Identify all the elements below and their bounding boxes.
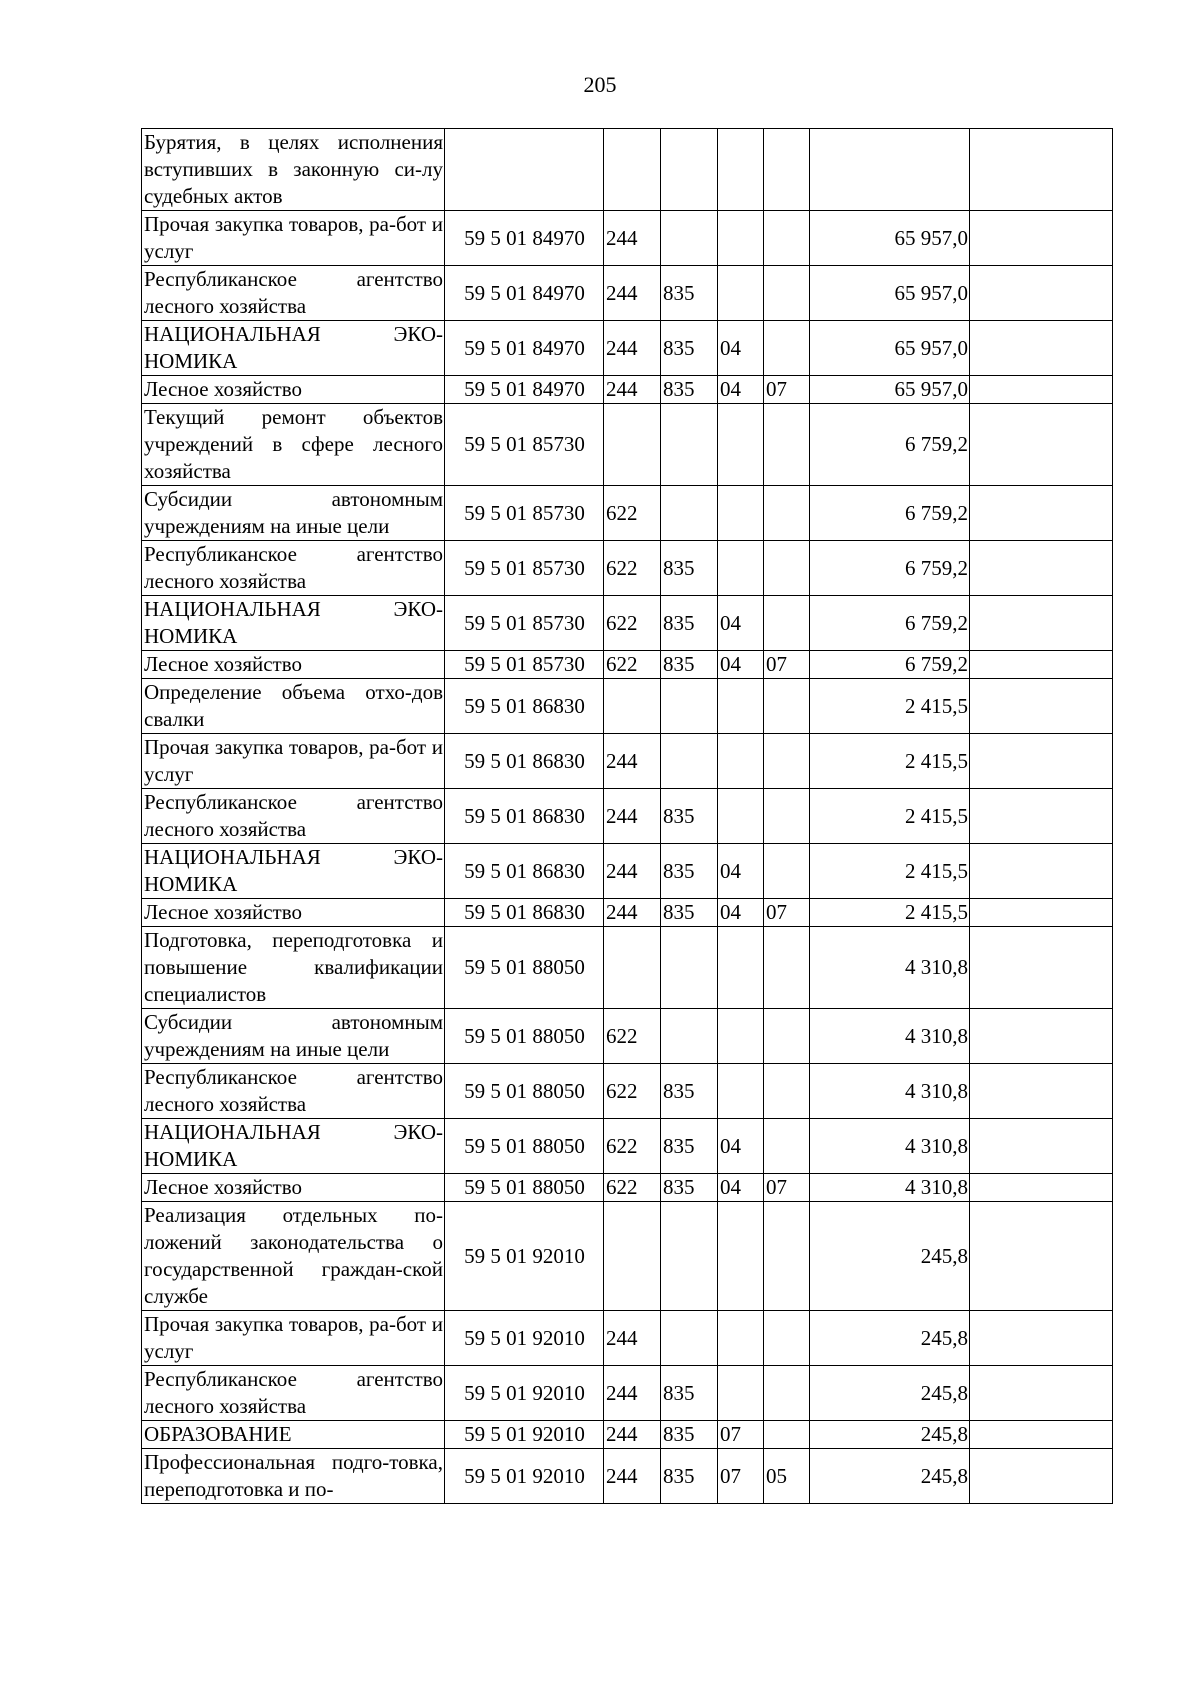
row-name-cell: НАЦИОНАЛЬНАЯ ЭКО-НОМИКА bbox=[142, 844, 445, 899]
section-code-cell: 07 bbox=[718, 1449, 764, 1504]
expense-type-cell bbox=[604, 1202, 661, 1311]
amount-cell: 65 957,0 bbox=[810, 211, 970, 266]
target-article-code-cell: 59 5 01 85730 bbox=[445, 486, 604, 541]
expense-type-cell: 622 bbox=[604, 1119, 661, 1174]
row-name-cell: Прочая закупка товаров, ра-бот и услуг bbox=[142, 211, 445, 266]
section-code-cell: 04 bbox=[718, 1174, 764, 1202]
subsection-code-cell bbox=[764, 844, 810, 899]
expense-type-cell: 244 bbox=[604, 211, 661, 266]
blank-cell bbox=[970, 1311, 1113, 1366]
subsection-code-cell bbox=[764, 1421, 810, 1449]
target-article-code-cell: 59 5 01 85730 bbox=[445, 541, 604, 596]
section-code-cell bbox=[718, 404, 764, 486]
expense-type-cell: 622 bbox=[604, 1174, 661, 1202]
blank-cell bbox=[970, 321, 1113, 376]
section-code-cell bbox=[718, 129, 764, 211]
table-body bbox=[142, 129, 1113, 1504]
administrator-code-cell: 835 bbox=[661, 596, 718, 651]
blank-cell bbox=[970, 1009, 1113, 1064]
section-code-cell bbox=[718, 1009, 764, 1064]
subsection-code-cell bbox=[764, 1366, 810, 1421]
administrator-code-cell bbox=[661, 211, 718, 266]
amount-cell: 4 310,8 bbox=[810, 1119, 970, 1174]
table-row bbox=[142, 899, 1113, 927]
table-row bbox=[142, 789, 1113, 844]
expense-type-cell: 244 bbox=[604, 1311, 661, 1366]
table-row bbox=[142, 129, 1113, 211]
row-name-cell: Подготовка, переподготовка и повышение квалификации специалистов bbox=[142, 927, 445, 1009]
table-row bbox=[142, 266, 1113, 321]
subsection-code-cell bbox=[764, 927, 810, 1009]
table-row bbox=[142, 376, 1113, 404]
blank-cell bbox=[970, 211, 1113, 266]
amount-cell: 6 759,2 bbox=[810, 404, 970, 486]
table-row bbox=[142, 679, 1113, 734]
subsection-code-cell bbox=[764, 1202, 810, 1311]
expense-type-cell: 244 bbox=[604, 789, 661, 844]
section-code-cell: 04 bbox=[718, 844, 764, 899]
row-name-cell: Прочая закупка товаров, ра-бот и услуг bbox=[142, 734, 445, 789]
administrator-code-cell bbox=[661, 404, 718, 486]
expense-type-cell: 244 bbox=[604, 1449, 661, 1504]
blank-cell bbox=[970, 789, 1113, 844]
row-name-cell: Определение объема отхо-дов свалки bbox=[142, 679, 445, 734]
blank-cell bbox=[970, 734, 1113, 789]
target-article-code-cell: 59 5 01 88050 bbox=[445, 1174, 604, 1202]
subsection-code-cell bbox=[764, 321, 810, 376]
row-name-cell: Прочая закупка товаров, ра-бот и услуг bbox=[142, 1311, 445, 1366]
administrator-code-cell: 835 bbox=[661, 844, 718, 899]
blank-cell bbox=[970, 541, 1113, 596]
blank-cell bbox=[970, 1449, 1113, 1504]
blank-cell bbox=[970, 1064, 1113, 1119]
subsection-code-cell bbox=[764, 1311, 810, 1366]
expense-type-cell: 622 bbox=[604, 1064, 661, 1119]
blank-cell bbox=[970, 679, 1113, 734]
row-name-cell: НАЦИОНАЛЬНАЯ ЭКО-НОМИКА bbox=[142, 321, 445, 376]
table-row bbox=[142, 1119, 1113, 1174]
table-row bbox=[142, 486, 1113, 541]
amount-cell: 245,8 bbox=[810, 1449, 970, 1504]
administrator-code-cell: 835 bbox=[661, 1366, 718, 1421]
table-row bbox=[142, 1311, 1113, 1366]
amount-cell: 65 957,0 bbox=[810, 321, 970, 376]
expense-type-cell: 244 bbox=[604, 1366, 661, 1421]
blank-cell bbox=[970, 596, 1113, 651]
section-code-cell: 04 bbox=[718, 651, 764, 679]
subsection-code-cell: 05 bbox=[764, 1449, 810, 1504]
section-code-cell bbox=[718, 1311, 764, 1366]
subsection-code-cell: 07 bbox=[764, 1174, 810, 1202]
budget-table bbox=[141, 128, 1113, 1504]
expense-type-cell: 244 bbox=[604, 899, 661, 927]
blank-cell bbox=[970, 927, 1113, 1009]
table-row bbox=[142, 927, 1113, 1009]
table-row bbox=[142, 1064, 1113, 1119]
section-code-cell bbox=[718, 211, 764, 266]
administrator-code-cell: 835 bbox=[661, 1421, 718, 1449]
row-name-cell: Лесное хозяйство bbox=[142, 1174, 445, 1202]
target-article-code-cell: 59 5 01 84970 bbox=[445, 211, 604, 266]
target-article-code-cell: 59 5 01 86830 bbox=[445, 844, 604, 899]
amount-cell: 2 415,5 bbox=[810, 734, 970, 789]
expense-type-cell: 622 bbox=[604, 541, 661, 596]
target-article-code-cell: 59 5 01 86830 bbox=[445, 679, 604, 734]
table-row bbox=[142, 211, 1113, 266]
administrator-code-cell: 835 bbox=[661, 651, 718, 679]
blank-cell bbox=[970, 1119, 1113, 1174]
table-row bbox=[142, 734, 1113, 789]
administrator-code-cell bbox=[661, 1009, 718, 1064]
administrator-code-cell: 835 bbox=[661, 1064, 718, 1119]
administrator-code-cell bbox=[661, 129, 718, 211]
subsection-code-cell bbox=[764, 211, 810, 266]
row-name-cell: Профессиональная подго-товка, переподготовка и по- bbox=[142, 1449, 445, 1504]
section-code-cell: 04 bbox=[718, 1119, 764, 1174]
amount-cell: 2 415,5 bbox=[810, 844, 970, 899]
table-row bbox=[142, 1202, 1113, 1311]
amount-cell: 6 759,2 bbox=[810, 486, 970, 541]
expense-type-cell: 244 bbox=[604, 266, 661, 321]
amount-cell: 4 310,8 bbox=[810, 1009, 970, 1064]
administrator-code-cell: 835 bbox=[661, 266, 718, 321]
administrator-code-cell bbox=[661, 927, 718, 1009]
target-article-code-cell: 59 5 01 84970 bbox=[445, 376, 604, 404]
blank-cell bbox=[970, 376, 1113, 404]
expense-type-cell: 622 bbox=[604, 1009, 661, 1064]
table-row bbox=[142, 651, 1113, 679]
section-code-cell bbox=[718, 734, 764, 789]
section-code-cell bbox=[718, 266, 764, 321]
subsection-code-cell bbox=[764, 486, 810, 541]
target-article-code-cell: 59 5 01 88050 bbox=[445, 927, 604, 1009]
row-name-cell: Республиканское агентство лесного хозяйства bbox=[142, 541, 445, 596]
target-article-code-cell: 59 5 01 92010 bbox=[445, 1449, 604, 1504]
administrator-code-cell: 835 bbox=[661, 541, 718, 596]
section-code-cell bbox=[718, 789, 764, 844]
target-article-code-cell: 59 5 01 88050 bbox=[445, 1119, 604, 1174]
section-code-cell: 04 bbox=[718, 899, 764, 927]
administrator-code-cell: 835 bbox=[661, 1449, 718, 1504]
table-row bbox=[142, 596, 1113, 651]
subsection-code-cell: 07 bbox=[764, 376, 810, 404]
section-code-cell: 04 bbox=[718, 596, 764, 651]
row-name-cell: Лесное хозяйство bbox=[142, 651, 445, 679]
target-article-code-cell: 59 5 01 85730 bbox=[445, 596, 604, 651]
table-row bbox=[142, 844, 1113, 899]
row-name-cell: Бурятия, в целях исполнения вступивших в законную си-лу судебных актов bbox=[142, 129, 445, 211]
page-number: 205 bbox=[583, 72, 617, 97]
target-article-code-cell: 59 5 01 86830 bbox=[445, 734, 604, 789]
expense-type-cell bbox=[604, 679, 661, 734]
table-row bbox=[142, 1174, 1113, 1202]
amount-cell: 4 310,8 bbox=[810, 927, 970, 1009]
amount-cell: 65 957,0 bbox=[810, 376, 970, 404]
target-article-code-cell: 59 5 01 92010 bbox=[445, 1421, 604, 1449]
row-name-cell: Субсидии автономным учреждениям на иные цели bbox=[142, 1009, 445, 1064]
blank-cell bbox=[970, 1366, 1113, 1421]
administrator-code-cell bbox=[661, 1311, 718, 1366]
amount-cell: 245,8 bbox=[810, 1202, 970, 1311]
administrator-code-cell: 835 bbox=[661, 899, 718, 927]
target-article-code-cell: 59 5 01 85730 bbox=[445, 404, 604, 486]
target-article-code-cell: 59 5 01 84970 bbox=[445, 266, 604, 321]
section-code-cell bbox=[718, 927, 764, 1009]
expense-type-cell: 622 bbox=[604, 651, 661, 679]
section-code-cell: 04 bbox=[718, 376, 764, 404]
target-article-code-cell bbox=[445, 129, 604, 211]
expense-type-cell: 244 bbox=[604, 734, 661, 789]
table-row bbox=[142, 541, 1113, 596]
subsection-code-cell bbox=[764, 1009, 810, 1064]
table-row bbox=[142, 1366, 1113, 1421]
administrator-code-cell: 835 bbox=[661, 321, 718, 376]
blank-cell bbox=[970, 486, 1113, 541]
amount-cell: 2 415,5 bbox=[810, 899, 970, 927]
subsection-code-cell: 07 bbox=[764, 651, 810, 679]
table-row bbox=[142, 1421, 1113, 1449]
section-code-cell bbox=[718, 679, 764, 734]
subsection-code-cell bbox=[764, 789, 810, 844]
blank-cell bbox=[970, 651, 1113, 679]
administrator-code-cell: 835 bbox=[661, 1119, 718, 1174]
administrator-code-cell: 835 bbox=[661, 1174, 718, 1202]
subsection-code-cell bbox=[764, 596, 810, 651]
section-code-cell: 04 bbox=[718, 321, 764, 376]
target-article-code-cell: 59 5 01 86830 bbox=[445, 899, 604, 927]
section-code-cell: 07 bbox=[718, 1421, 764, 1449]
target-article-code-cell: 59 5 01 85730 bbox=[445, 651, 604, 679]
subsection-code-cell bbox=[764, 734, 810, 789]
section-code-cell bbox=[718, 1202, 764, 1311]
row-name-cell: Текущий ремонт объектов учреждений в сфере лесного хозяйства bbox=[142, 404, 445, 486]
amount-cell: 4 310,8 bbox=[810, 1064, 970, 1119]
blank-cell bbox=[970, 404, 1113, 486]
row-name-cell: Республиканское агентство лесного хозяйства bbox=[142, 266, 445, 321]
row-name-cell: НАЦИОНАЛЬНАЯ ЭКО-НОМИКА bbox=[142, 1119, 445, 1174]
target-article-code-cell: 59 5 01 84970 bbox=[445, 321, 604, 376]
expense-type-cell bbox=[604, 129, 661, 211]
blank-cell bbox=[970, 1174, 1113, 1202]
administrator-code-cell bbox=[661, 679, 718, 734]
row-name-cell: Республиканское агентство лесного хозяйства bbox=[142, 789, 445, 844]
amount-cell: 65 957,0 bbox=[810, 266, 970, 321]
table-row bbox=[142, 404, 1113, 486]
administrator-code-cell bbox=[661, 1202, 718, 1311]
subsection-code-cell bbox=[764, 1064, 810, 1119]
table-row bbox=[142, 321, 1113, 376]
row-name-cell: Реализация отдельных по-ложений законодательства о государственной граждан-ской службе bbox=[142, 1202, 445, 1311]
expense-type-cell: 244 bbox=[604, 1421, 661, 1449]
row-name-cell: ОБРАЗОВАНИЕ bbox=[142, 1421, 445, 1449]
expense-type-cell bbox=[604, 404, 661, 486]
subsection-code-cell: 07 bbox=[764, 899, 810, 927]
row-name-cell: Республиканское агентство лесного хозяйства bbox=[142, 1366, 445, 1421]
target-article-code-cell: 59 5 01 88050 bbox=[445, 1009, 604, 1064]
expense-type-cell bbox=[604, 927, 661, 1009]
target-article-code-cell: 59 5 01 92010 bbox=[445, 1366, 604, 1421]
table-row bbox=[142, 1009, 1113, 1064]
row-name-cell: Республиканское агентство лесного хозяйства bbox=[142, 1064, 445, 1119]
expense-type-cell: 244 bbox=[604, 844, 661, 899]
expense-type-cell: 244 bbox=[604, 376, 661, 404]
amount-cell: 6 759,2 bbox=[810, 651, 970, 679]
section-code-cell bbox=[718, 1064, 764, 1119]
amount-cell: 245,8 bbox=[810, 1366, 970, 1421]
subsection-code-cell bbox=[764, 129, 810, 211]
amount-cell bbox=[810, 129, 970, 211]
subsection-code-cell bbox=[764, 266, 810, 321]
section-code-cell bbox=[718, 1366, 764, 1421]
target-article-code-cell: 59 5 01 86830 bbox=[445, 789, 604, 844]
expense-type-cell: 622 bbox=[604, 596, 661, 651]
blank-cell bbox=[970, 129, 1113, 211]
amount-cell: 2 415,5 bbox=[810, 789, 970, 844]
table-row bbox=[142, 1449, 1113, 1504]
amount-cell: 6 759,2 bbox=[810, 596, 970, 651]
subsection-code-cell bbox=[764, 679, 810, 734]
amount-cell: 6 759,2 bbox=[810, 541, 970, 596]
target-article-code-cell: 59 5 01 92010 bbox=[445, 1311, 604, 1366]
row-name-cell: НАЦИОНАЛЬНАЯ ЭКО-НОМИКА bbox=[142, 596, 445, 651]
blank-cell bbox=[970, 899, 1113, 927]
section-code-cell bbox=[718, 486, 764, 541]
target-article-code-cell: 59 5 01 92010 bbox=[445, 1202, 604, 1311]
row-name-cell: Субсидии автономным учреждениям на иные цели bbox=[142, 486, 445, 541]
blank-cell bbox=[970, 1202, 1113, 1311]
expense-type-cell: 622 bbox=[604, 486, 661, 541]
row-name-cell: Лесное хозяйство bbox=[142, 376, 445, 404]
row-name-cell: Лесное хозяйство bbox=[142, 899, 445, 927]
blank-cell bbox=[970, 844, 1113, 899]
amount-cell: 2 415,5 bbox=[810, 679, 970, 734]
subsection-code-cell bbox=[764, 404, 810, 486]
expense-type-cell: 244 bbox=[604, 321, 661, 376]
amount-cell: 245,8 bbox=[810, 1311, 970, 1366]
blank-cell bbox=[970, 266, 1113, 321]
section-code-cell bbox=[718, 541, 764, 596]
administrator-code-cell bbox=[661, 486, 718, 541]
administrator-code-cell: 835 bbox=[661, 376, 718, 404]
blank-cell bbox=[970, 1421, 1113, 1449]
subsection-code-cell bbox=[764, 541, 810, 596]
subsection-code-cell bbox=[764, 1119, 810, 1174]
amount-cell: 4 310,8 bbox=[810, 1174, 970, 1202]
administrator-code-cell: 835 bbox=[661, 789, 718, 844]
target-article-code-cell: 59 5 01 88050 bbox=[445, 1064, 604, 1119]
administrator-code-cell bbox=[661, 734, 718, 789]
amount-cell: 245,8 bbox=[810, 1421, 970, 1449]
